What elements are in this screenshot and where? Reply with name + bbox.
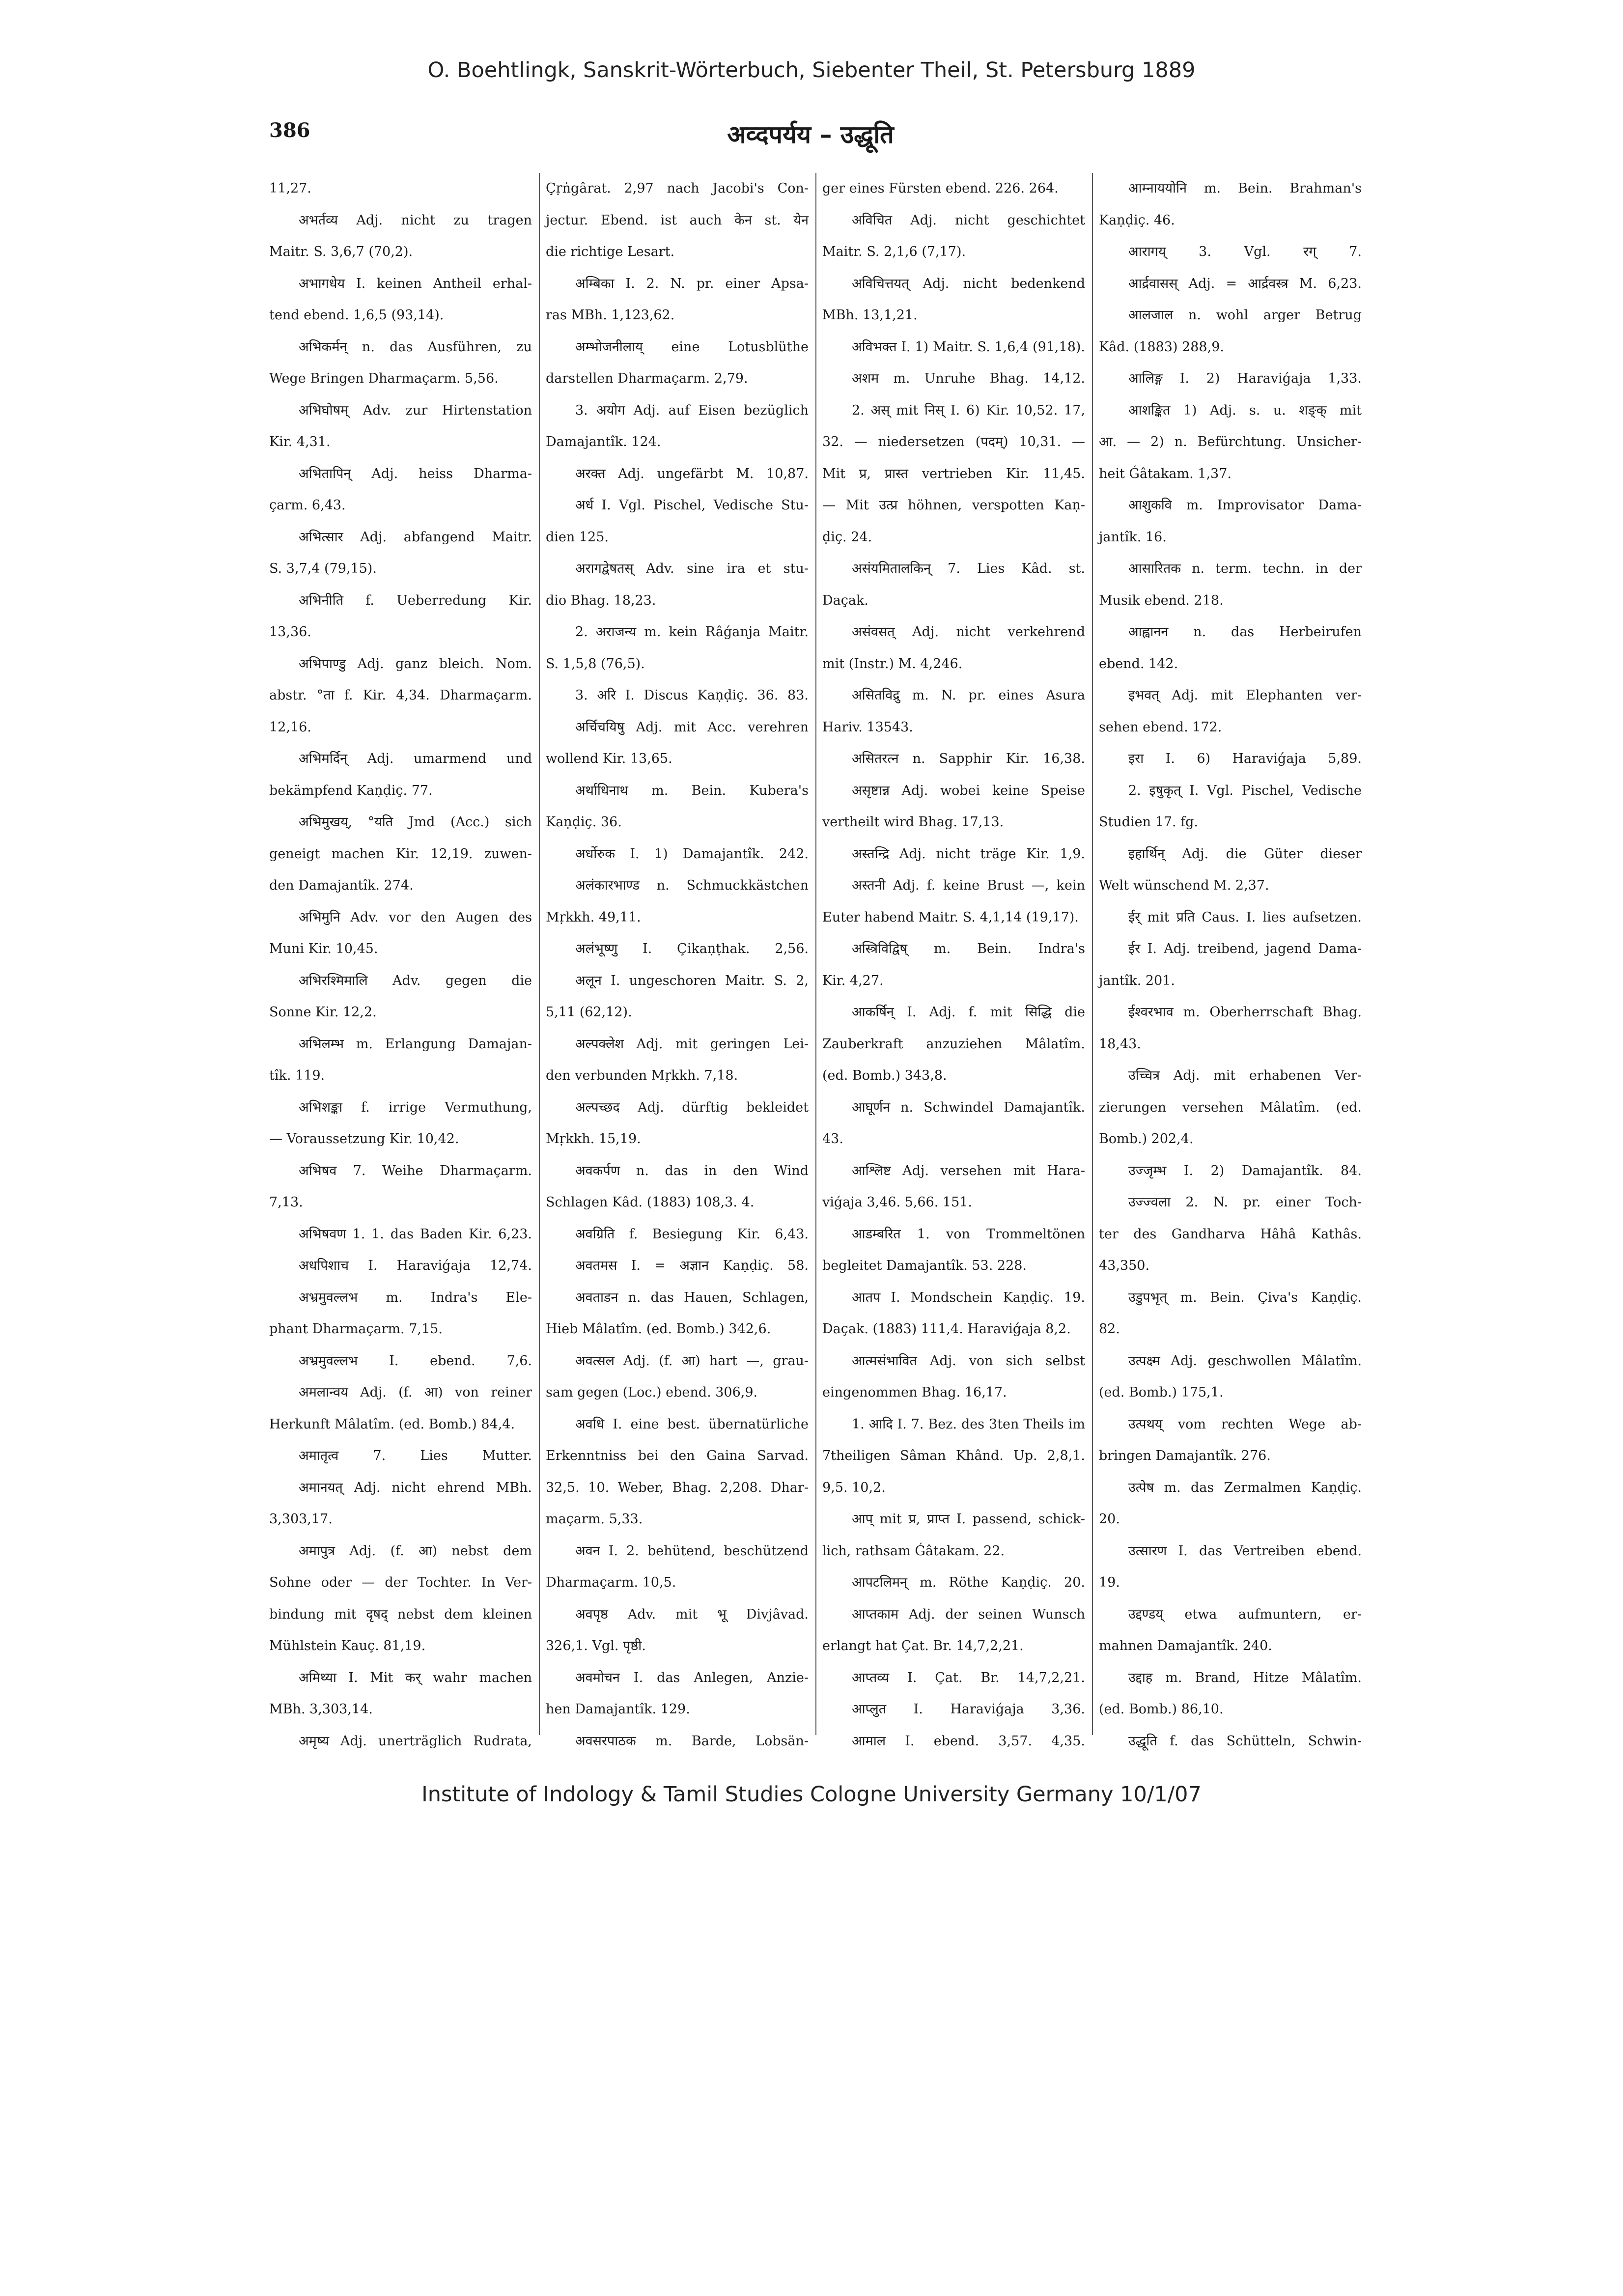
- column-rule: [539, 173, 540, 1735]
- entry-line: Daçak. (1883) 111,4. Haraviǵaja 8,2.: [822, 1321, 1071, 1337]
- entry-line: jantîk. 16.: [1099, 529, 1167, 545]
- entry-line: begleitet Damajantîk. 53. 228.: [822, 1258, 1027, 1273]
- entry-line: अविचित Adj. nicht geschichtet: [852, 212, 1085, 228]
- entry-line: viǵaja 3,46. 5,66. 151.: [822, 1195, 973, 1210]
- entry-line: darstellen Dharmaçarm. 2,79.: [546, 371, 748, 386]
- entry-line: 326,1. Vgl. पृष्ठी.: [546, 1638, 646, 1653]
- entry-line: अर्धोरुक I. 1) Damajantîk. 242.: [575, 846, 809, 862]
- entry-line: Euter habend Maitr. S. 4,1,14 (19,17).: [822, 909, 1079, 925]
- entry-line: dien 125.: [546, 529, 609, 545]
- entry-line: 1. आदि I. 7. Bez. des 3ten Theils im: [852, 1416, 1085, 1432]
- entry-line: अमातृत्व 7. Lies Mutter.: [299, 1448, 532, 1463]
- entry-line: आप्लुत I. Haraviǵaja 3,36.: [852, 1702, 1085, 1717]
- entry-line: अविभक्त I. 1) Maitr. S. 1,6,4 (91,18).: [852, 339, 1085, 355]
- entry-line: अल्पच्छद Adj. dürftig bekleidet: [575, 1099, 809, 1115]
- entry-line: jantîk. 201.: [1099, 973, 1175, 988]
- entry-line: अभिघोषम् Adv. zur Hirtenstation: [299, 402, 532, 418]
- entry-line: अर्थाधिनाथ m. Bein. Kubera's: [575, 783, 809, 798]
- entry-line: erlangt hat Çat. Br. 14,7,2,21.: [822, 1638, 1024, 1653]
- entry-line: Erkenntniss bei den Gaina Sarvad.: [546, 1448, 809, 1463]
- entry-line: Sohne oder — der Tochter. In Ver-: [269, 1575, 532, 1590]
- entry-line: phant Dharmaçarm. 7,15.: [269, 1321, 443, 1337]
- entry-line: अमापुत्र Adj. (f. आ) nebst dem: [299, 1543, 532, 1559]
- entry-line: 7theiligen Sâman Khând. Up. 2,8,1.: [822, 1448, 1085, 1463]
- entry-line: S. 3,7,4 (79,15).: [269, 561, 377, 576]
- entry-line: उद्दण्डय् etwa aufmuntern, er-: [1128, 1606, 1362, 1622]
- entry-line: bekämpfend Kaṇḍiç. 77.: [269, 783, 433, 798]
- entry-line: आलिङ्ग I. 2) Haraviǵaja 1,33.: [1128, 371, 1362, 386]
- entry-line: Maitr. S. 2,1,6 (7,17).: [822, 244, 966, 259]
- entry-line: अभिमुनि Adv. vor den Augen des: [299, 909, 532, 925]
- entry-line: अविचित्तयत् Adj. nicht bedenkend: [852, 276, 1085, 291]
- entry-line: अभित्सार Adj. abfangend Maitr.: [299, 529, 532, 545]
- column-4: [1099, 173, 1362, 1749]
- column-rule: [1092, 173, 1093, 1735]
- running-head: अव्दपर्यय – उद्धूति: [727, 120, 894, 149]
- entry-line: mit (Instr.) M. 4,246.: [822, 656, 963, 672]
- entry-line: अभिमर्दिन् Adj. umarmend und: [299, 751, 532, 766]
- entry-line: sam gegen (Loc.) ebend. 306,9.: [546, 1385, 758, 1400]
- entry-line: bringen Damajantîk. 276.: [1099, 1448, 1271, 1463]
- entry-line: hen Damajantîk. 129.: [546, 1702, 690, 1717]
- entry-line: 18,43.: [1099, 1036, 1141, 1052]
- entry-line: eingenommen Bhag. 16,17.: [822, 1385, 1007, 1400]
- entry-line: maçarm. 5,33.: [546, 1512, 643, 1527]
- entry-line: ईश्वरभाव m. Oberherrschaft Bhag.: [1128, 1005, 1362, 1020]
- entry-line: अवधि I. eine best. übernatürliche: [575, 1416, 809, 1432]
- entry-line: असितरत्न n. Sapphir Kir. 16,38.: [852, 751, 1085, 766]
- entry-line: अवन I. 2. behütend, beschützend: [575, 1543, 809, 1559]
- entry-line: Maitr. S. 3,6,7 (70,2).: [269, 244, 413, 259]
- entry-line: ebend. 142.: [1099, 656, 1178, 672]
- entry-line: vertheilt wird Bhag. 17,13.: [822, 814, 1004, 830]
- entry-line: Studien 17. fg.: [1099, 814, 1198, 830]
- entry-line: 11,27.: [269, 181, 311, 196]
- entry-line: Wege Bringen Dharmaçarm. 5,56.: [269, 371, 499, 386]
- entry-line: ras MBh. 1,123,62.: [546, 308, 675, 323]
- entry-line: अभिशङ्का f. irrige Vermuthung,: [299, 1099, 532, 1115]
- entry-line: उत्सारण I. das Vertreiben ebend.: [1128, 1543, 1362, 1559]
- entry-line: अशम m. Unruhe Bhag. 14,12.: [852, 371, 1085, 386]
- entry-line: 3,303,17.: [269, 1512, 333, 1527]
- entry-line: 13,36.: [269, 624, 311, 640]
- entry-line: 19.: [1099, 1575, 1120, 1590]
- entry-line: अवत्सल Adj. (f. आ) hart —, grau-: [575, 1353, 809, 1369]
- entry-line: अभ्रमुवल्लभ I. ebend. 7,6.: [299, 1353, 532, 1369]
- entry-line: इहार्थिन् Adj. die Güter dieser: [1128, 846, 1362, 862]
- entry-line: 9,5. 10,2.: [822, 1480, 886, 1495]
- entry-line: bindung mit दृषद् nebst dem kleinen: [269, 1606, 532, 1622]
- entry-line: अभ्रमुवल्लभ m. Indra's Ele-: [299, 1289, 532, 1305]
- entry-line: Bomb.) 202,4.: [1099, 1131, 1194, 1147]
- entry-line: अस्त्रिविद्विष् m. Bein. Indra's: [852, 941, 1085, 956]
- entry-line: 43,350.: [1099, 1258, 1150, 1273]
- entry-line: 2. अराजन्य m. kein Râǵanja Maitr.: [575, 624, 809, 640]
- entry-line: अवग्रिति f. Besiegung Kir. 6,43.: [575, 1226, 809, 1242]
- entry-line: उडुपभृत् m. Bein. Çiva's Kaṇḍiç.: [1128, 1289, 1362, 1305]
- entry-line: heit Ǵâtakam. 1,37.: [1099, 466, 1231, 481]
- entry-line: (ed. Bomb.) 86,10.: [1099, 1702, 1224, 1717]
- entry-line: उत्पक्ष्म Adj. geschwollen Mâlatîm.: [1128, 1353, 1362, 1369]
- entry-line: अलंकारभाण्ड n. Schmuckkästchen: [575, 878, 809, 893]
- entry-line: 82.: [1099, 1321, 1120, 1337]
- entry-line: अमानयत् Adj. nicht ehrend MBh.: [299, 1480, 532, 1495]
- entry-line: Zauberkraft anzuziehen Mâlatîm.: [822, 1036, 1085, 1052]
- entry-line: — Voraussetzung Kir. 10,42.: [269, 1131, 459, 1147]
- entry-line: अस्तन्द्रि Adj. nicht träge Kir. 1,9.: [852, 846, 1085, 862]
- entry-line: उज्ज्वला 2. N. pr. einer Toch-: [1128, 1195, 1362, 1210]
- entry-line: असंयमितालकिन् 7. Lies Kâd. st.: [852, 561, 1085, 576]
- entry-line: अम्बिका I. 2. N. pr. einer Apsa-: [575, 276, 809, 291]
- column-3: [822, 173, 1085, 1749]
- entry-line: इरा I. 6) Haraviǵaja 5,89.: [1128, 751, 1362, 766]
- column-rule: [815, 173, 816, 1735]
- entry-line: Çṛṅgârat. 2,97 nach Jacobi's Con-: [546, 181, 809, 196]
- entry-line: अभर्तव्य Adj. nicht zu tragen: [299, 212, 532, 228]
- entry-line: अरागद्वेषतस् Adv. sine ira et stu-: [575, 561, 809, 576]
- entry-line: Hieb Mâlatîm. (ed. Bomb.) 342,6.: [546, 1321, 771, 1337]
- entry-line: इभवत् Adj. mit Elephanten ver-: [1128, 688, 1362, 703]
- entry-line: आम्नाययोनि m. Bein. Brahman's: [1128, 181, 1362, 196]
- entry-line: Daçak.: [822, 592, 868, 608]
- entry-line: Kaṇḍiç. 46.: [1099, 212, 1175, 228]
- entry-line: tend ebend. 1,6,5 (93,14).: [269, 308, 444, 323]
- entry-line: आघूर्णन n. Schwindel Damajantîk.: [852, 1099, 1085, 1115]
- entry-line: MBh. 3,303,14.: [269, 1702, 373, 1717]
- entry-line: उच्चित्र Adj. mit erhabenen Ver-: [1128, 1068, 1362, 1083]
- entry-line: jectur. Ebend. ist auch केन st. येन: [546, 212, 809, 228]
- entry-line: (ed. Bomb.) 343,8.: [822, 1068, 947, 1083]
- entry-line: अभिनीति f. Ueberredung Kir.: [299, 592, 532, 608]
- entry-line: अभागधेय I. keinen Antheil erhal-: [299, 276, 532, 291]
- entry-line: S. 1,5,8 (76,5).: [546, 656, 645, 672]
- entry-line: अवमोचन I. das Anlegen, Anzie-: [575, 1670, 809, 1685]
- entry-line: abstr. °ता f. Kir. 4,34. Dharmaçarm.: [269, 688, 532, 703]
- entry-line: अवपृष्ठ Adv. mit भू Divjâvad.: [575, 1606, 809, 1622]
- entry-line: अभिमुखय्, °यति Jmd (Acc.) sich: [299, 814, 532, 830]
- entry-line: sehen ebend. 172.: [1099, 719, 1222, 735]
- entry-line: अस्तनी Adj. f. keine Brust —, kein: [852, 878, 1085, 893]
- entry-line: अवतमस I. = अज्ञान Kaṇḍiç. 58.: [575, 1258, 809, 1273]
- entry-line: अमलान्वय Adj. (f. आ) von reiner: [299, 1385, 532, 1400]
- entry-line: आकर्षिन् I. Adj. f. mit सिद्धि die: [852, 1005, 1085, 1020]
- entry-line: आप् mit प्र, प्राप्त I. passend, schick-: [852, 1512, 1085, 1527]
- entry-line: 43.: [822, 1131, 843, 1147]
- entry-line: Kâd. (1883) 288,9.: [1099, 339, 1224, 355]
- entry-line: Muni Kir. 10,45.: [269, 941, 378, 956]
- entry-line: Kir. 4,31.: [269, 434, 331, 449]
- entry-line: 2. अस् mit निस् I. 6) Kir. 10,52. 17,: [852, 402, 1085, 418]
- entry-line: ger eines Fürsten ebend. 226. 264.: [822, 181, 1059, 196]
- entry-line: die richtige Lesart.: [546, 244, 675, 259]
- entry-line: dio Bhag. 18,23.: [546, 592, 656, 608]
- entry-line: 5,11 (62,12).: [546, 1005, 632, 1020]
- entry-line: अमृष्य Adj. unerträglich Rudrata,: [299, 1733, 532, 1749]
- entry-line: Schlagen Kâd. (1883) 108,3. 4.: [546, 1195, 755, 1210]
- entry-line: उद्धूति f. das Schütteln, Schwin-: [1128, 1733, 1362, 1749]
- entry-line: geneigt machen Kir. 12,19. zuwen-: [269, 846, 532, 862]
- entry-line: आप्तव्य I. Çat. Br. 14,7,2,21.: [852, 1670, 1085, 1685]
- entry-line: अवकर्पण n. das in den Wind: [575, 1163, 809, 1178]
- entry-line: wollend Kir. 13,65.: [546, 751, 672, 766]
- entry-line: आलजाल n. wohl arger Betrug: [1128, 308, 1362, 323]
- entry-line: Mṛkkh. 49,11.: [546, 909, 641, 925]
- column-1: [269, 173, 532, 1749]
- entry-line: आडम्बरित 1. von Trommeltönen: [852, 1226, 1085, 1242]
- entry-line: आसारितक n. term. techn. in der: [1128, 561, 1362, 576]
- entry-line: अभिपाण्डु Adj. ganz bleich. Nom.: [299, 656, 532, 672]
- entry-line: 2. इषुकृत् I. Vgl. Pischel, Vedische: [1128, 783, 1362, 798]
- entry-line: Mṛkkh. 15,19.: [546, 1131, 641, 1147]
- entry-line: den verbunden Mṛkkh. 7,18.: [546, 1068, 738, 1083]
- entry-line: अधपिशाच I. Haraviǵaja 12,74.: [299, 1258, 532, 1273]
- entry-line: 32,5. 10. Weber, Bhag. 2,208. Dhar-: [546, 1480, 809, 1495]
- entry-line: आप्तकाम Adj. der seinen Wunsch: [852, 1606, 1085, 1622]
- entry-line: अभिलम्भ m. Erlangung Damajan-: [299, 1036, 532, 1052]
- entry-line: Hariv. 13543.: [822, 719, 913, 735]
- entry-line: अम्भोजनीलाय् eine Lotusblüthe: [575, 339, 809, 355]
- entry-line: अमिथ्या I. Mit कर् wahr machen: [299, 1670, 532, 1685]
- entry-line: ḍiç. 24.: [822, 529, 872, 545]
- entry-line: ईर् mit प्रति Caus. I. lies aufsetzen.: [1128, 909, 1362, 925]
- entry-line: अभिषव 7. Weihe Dharmaçarm.: [299, 1163, 532, 1178]
- entry-line: अलंभूष्णु I. Çikaṇṭhak. 2,56.: [575, 941, 809, 956]
- entry-line: zierungen versehen Mâlatîm. (ed.: [1099, 1099, 1362, 1115]
- entry-line: 3. अरि I. Discus Kaṇḍiç. 36. 83.: [575, 688, 809, 703]
- entry-line: Musik ebend. 218.: [1099, 592, 1224, 608]
- entry-line: असृष्टान्न Adj. wobei keine Speise: [852, 783, 1085, 798]
- entry-line: आशुकवि m. Improvisator Dama-: [1128, 498, 1362, 513]
- entry-line: Herkunft Mâlatîm. (ed. Bomb.) 84,4.: [269, 1416, 515, 1432]
- entry-line: 7,13.: [269, 1195, 303, 1210]
- entry-line: अर्चिचयिषु Adj. mit Acc. verehren: [575, 719, 809, 735]
- entry-line: अरक्त Adj. ungefärbt M. 10,87.: [575, 466, 809, 481]
- entry-line: अर्ध I. Vgl. Pischel, Vedische Stu-: [575, 498, 809, 513]
- entry-line: आपटलिमन् m. Röthe Kaṇḍiç. 20.: [852, 1575, 1085, 1590]
- entry-line: आर्द्रवासस् Adj. = आर्द्रवस्त्र M. 6,23.: [1128, 276, 1362, 291]
- entry-line: ईर I. Adj. treibend, jagend Dama-: [1128, 941, 1362, 956]
- entry-line: उत्पथय् vom rechten Wege ab-: [1128, 1416, 1362, 1432]
- entry-line: आशङ्कित 1) Adj. s. u. शङ्क् mit: [1128, 402, 1362, 418]
- page-number: 386: [269, 119, 310, 142]
- entry-line: आरागय् 3. Vgl. रग् 7.: [1128, 244, 1362, 259]
- entry-line: çarm. 6,43.: [269, 498, 346, 513]
- entry-line: Sonne Kir. 12,2.: [269, 1005, 377, 1020]
- entry-line: (ed. Bomb.) 175,1.: [1099, 1385, 1224, 1400]
- entry-line: असितविद्रु m. N. pr. eines Asura: [852, 688, 1085, 703]
- entry-line: आत्मसंभावित Adj. von sich selbst: [852, 1353, 1085, 1369]
- entry-line: अभिकर्मन् n. das Ausführen, zu: [299, 339, 532, 355]
- entry-line: अभितापिन् Adj. heiss Dharma-: [299, 466, 532, 481]
- entry-line: असंवसत् Adj. nicht verkehrend: [852, 624, 1085, 640]
- entry-line: — Mit उत्प्र höhnen, verspotten Kaṇ-: [822, 498, 1085, 513]
- entry-line: Dharmaçarm. 10,5.: [546, 1575, 676, 1590]
- entry-line: mahnen Damajantîk. 240.: [1099, 1638, 1272, 1653]
- dictionary-columns: [269, 173, 1362, 1749]
- entry-line: Mühlstein Kauç. 81,19.: [269, 1638, 426, 1653]
- entry-line: 12,16.: [269, 719, 311, 735]
- entry-line: 32. — niedersetzen (पदम्) 10,31. —: [822, 434, 1085, 449]
- entry-line: MBh. 13,1,21.: [822, 308, 918, 323]
- column-2: [546, 173, 809, 1749]
- entry-line: अवताडन n. das Hauen, Schlagen,: [575, 1289, 809, 1305]
- entry-line: Mit प्र, प्रास्त vertrieben Kir. 11,45.: [822, 466, 1085, 481]
- entry-line: Damajantîk. 124.: [546, 434, 661, 449]
- entry-line: अभिषवण 1. 1. das Baden Kir. 6,23.: [299, 1226, 532, 1242]
- entry-line: अभिरश्मिमालि Adv. gegen die: [299, 973, 532, 988]
- entry-line: अलून I. ungeschoren Maitr. S. 2,: [575, 973, 809, 988]
- entry-line: आतप I. Mondschein Kaṇḍiç. 19.: [852, 1289, 1085, 1305]
- entry-line: 3. अयोग Adj. auf Eisen bezüglich: [575, 402, 809, 418]
- entry-line: den Damajantîk. 274.: [269, 878, 414, 893]
- entry-line: अल्पक्लेश Adj. mit geringen Lei-: [575, 1036, 809, 1052]
- entry-line: Kaṇḍiç. 36.: [546, 814, 622, 830]
- entry-line: आश्लिष्ट Adj. versehen mit Hara-: [852, 1163, 1085, 1178]
- page-header: O. Boehtlingk, Sanskrit-Wörterbuch, Siebenter Theil, St. Petersburg 1889: [427, 58, 1196, 83]
- entry-line: उत्पेष m. das Zermalmen Kaṇḍiç.: [1128, 1480, 1362, 1495]
- entry-line: आह्वानन n. das Herbeirufen: [1128, 624, 1362, 640]
- entry-line: lich, rathsam Ǵâtakam. 22.: [822, 1543, 1005, 1559]
- entry-line: tîk. 119.: [269, 1068, 325, 1083]
- entry-line: Kir. 4,27.: [822, 973, 884, 988]
- entry-line: उज्जृम्भ I. 2) Damajantîk. 84.: [1128, 1163, 1362, 1178]
- entry-line: Welt wünschend M. 2,37.: [1099, 878, 1269, 893]
- entry-line: उद्दाह m. Brand, Hitze Mâlatîm.: [1128, 1670, 1362, 1685]
- entry-line: ter des Gandharva Hâhâ Kathâs.: [1099, 1226, 1362, 1242]
- entry-line: 20.: [1099, 1512, 1120, 1527]
- entry-line: आमाल I. ebend. 3,57. 4,35.: [852, 1733, 1085, 1749]
- page-footer: Institute of Indology & Tamil Studies Cologne University Germany 10/1/07: [421, 1782, 1202, 1807]
- entry-line: आ. — 2) n. Befürchtung. Unsicher-: [1099, 434, 1362, 449]
- entry-line: अवसरपाठक m. Barde, Lobsän-: [575, 1733, 809, 1749]
